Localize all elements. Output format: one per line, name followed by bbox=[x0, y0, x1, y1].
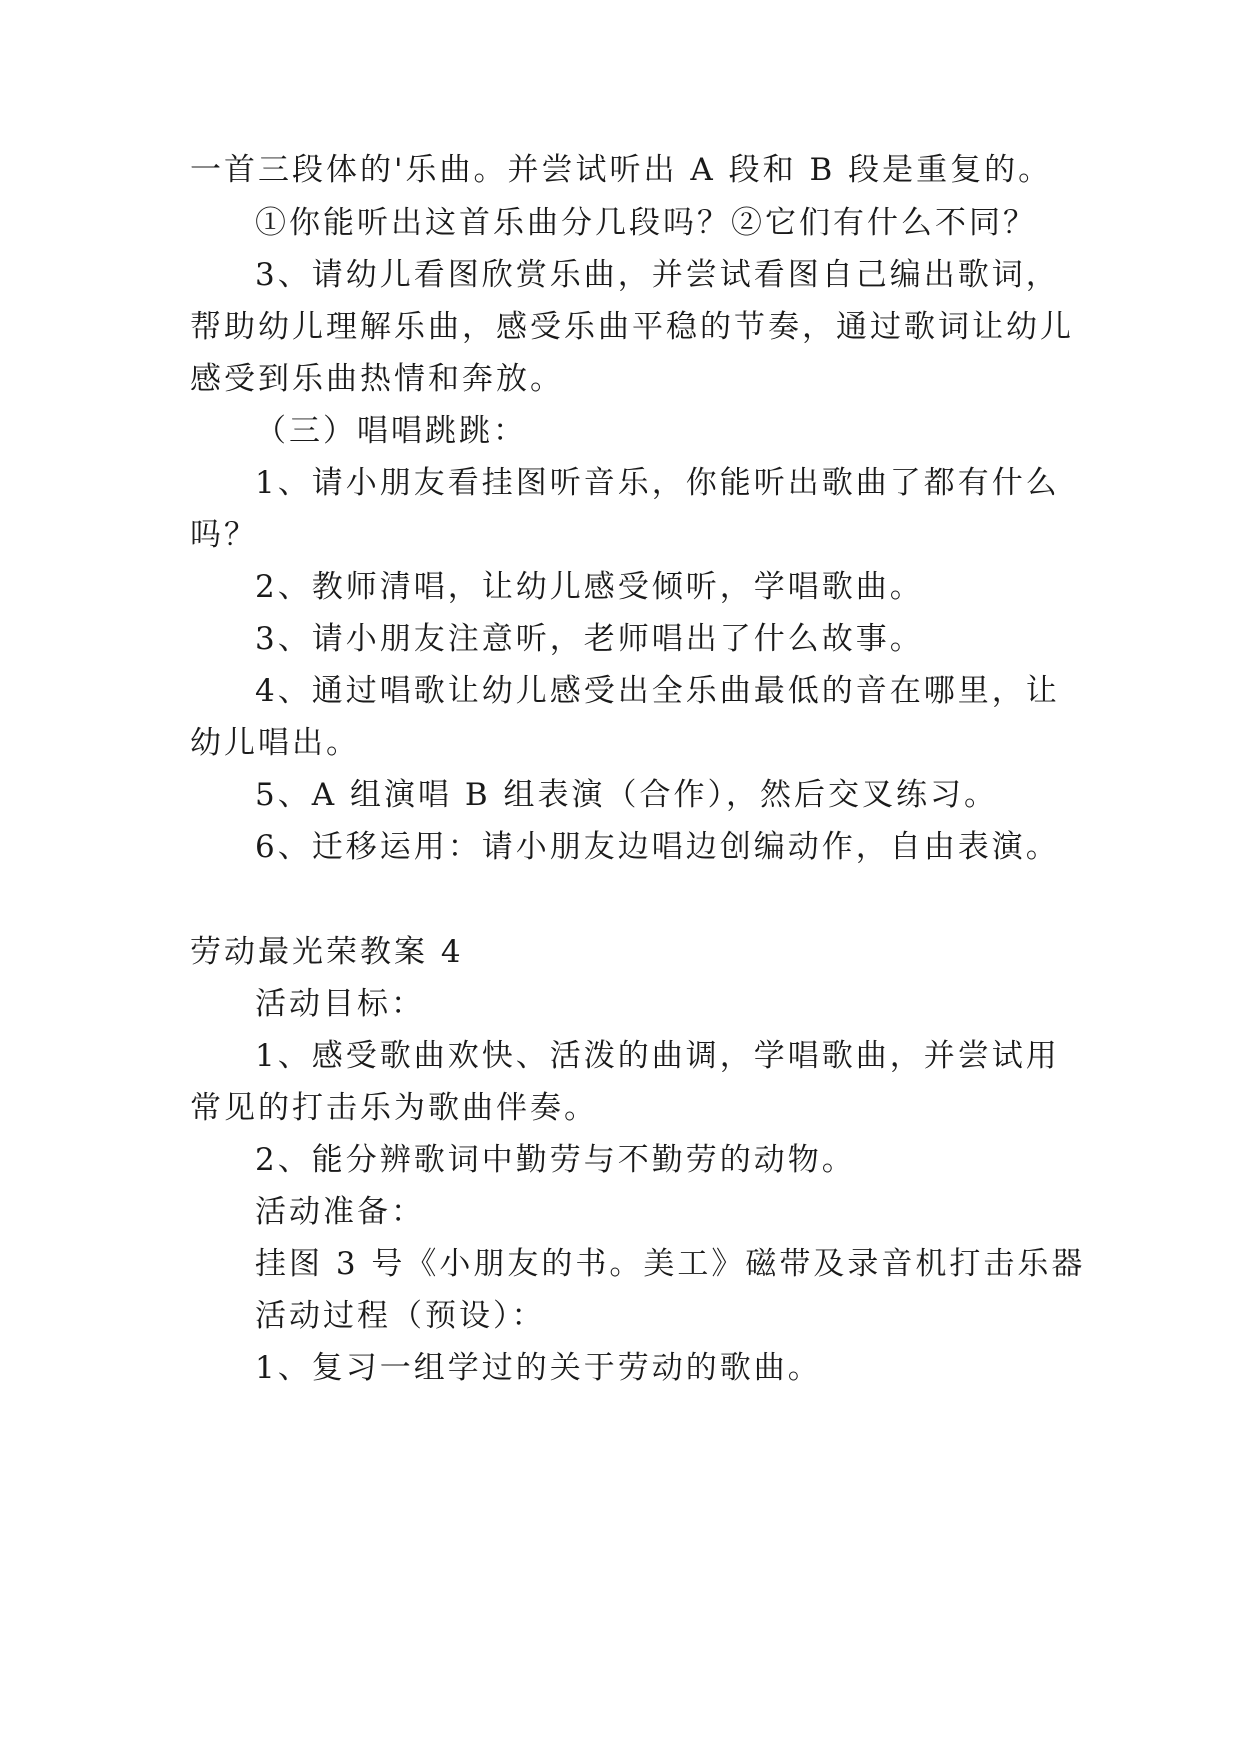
paragraph-line: 3、请幼儿看图欣赏乐曲，并尝试看图自己编出歌词， bbox=[255, 257, 1060, 293]
paragraph-line: 6、迁移运用：请小朋友边唱边创编动作，自由表演。 bbox=[255, 829, 1060, 865]
paragraph-line: 1、复习一组学过的关于劳动的歌曲。 bbox=[255, 1350, 822, 1386]
section-heading: 活动目标： bbox=[255, 986, 425, 1022]
section-heading: （三）唱唱跳跳： bbox=[255, 413, 527, 449]
section-heading: 活动过程（预设）： bbox=[255, 1298, 546, 1334]
paragraph-line: ①你能听出这首乐曲分几段吗？②它们有什么不同？ bbox=[255, 205, 1037, 241]
paragraph-line: 常见的打击乐为歌曲伴奏。 bbox=[190, 1090, 598, 1126]
paragraph-line: 1、请小朋友看挂图听音乐，你能听出歌曲了都有什么 bbox=[255, 465, 1060, 501]
paragraph-line: 2、教师清唱，让幼儿感受倾听，学唱歌曲。 bbox=[255, 569, 924, 605]
paragraph-line: 一首三段体的'乐曲。并尝试听出 A 段和 B 段是重复的。 bbox=[190, 152, 1053, 188]
paragraph-line: 5、A 组演唱 B 组表演（合作），然后交叉练习。 bbox=[255, 777, 998, 813]
paragraph-line: 幼儿唱出。 bbox=[190, 725, 360, 761]
paragraph-line: 3、请小朋友注意听，老师唱出了什么故事。 bbox=[255, 621, 924, 657]
paragraph-line: 4、通过唱歌让幼儿感受出全乐曲最低的音在哪里，让 bbox=[255, 673, 1060, 709]
paragraph-line: 2、能分辨歌词中勤劳与不勤劳的动物。 bbox=[255, 1142, 856, 1178]
section-heading: 活动准备： bbox=[255, 1194, 425, 1230]
paragraph-line: 帮助幼儿理解乐曲，感受乐曲平稳的节奏，通过歌词让幼儿 bbox=[190, 309, 1074, 345]
paragraph-line: 感受到乐曲热情和奔放。 bbox=[190, 361, 564, 397]
paragraph-line: 挂图 3 号《小朋友的书。美工》磁带及录音机打击乐器 bbox=[255, 1246, 1086, 1282]
paragraph-line: 1、感受歌曲欢快、活泼的曲调，学唱歌曲，并尝试用 bbox=[255, 1038, 1060, 1074]
document-title: 劳动最光荣教案 4 bbox=[190, 934, 464, 970]
paragraph-line: 吗？ bbox=[190, 517, 258, 553]
